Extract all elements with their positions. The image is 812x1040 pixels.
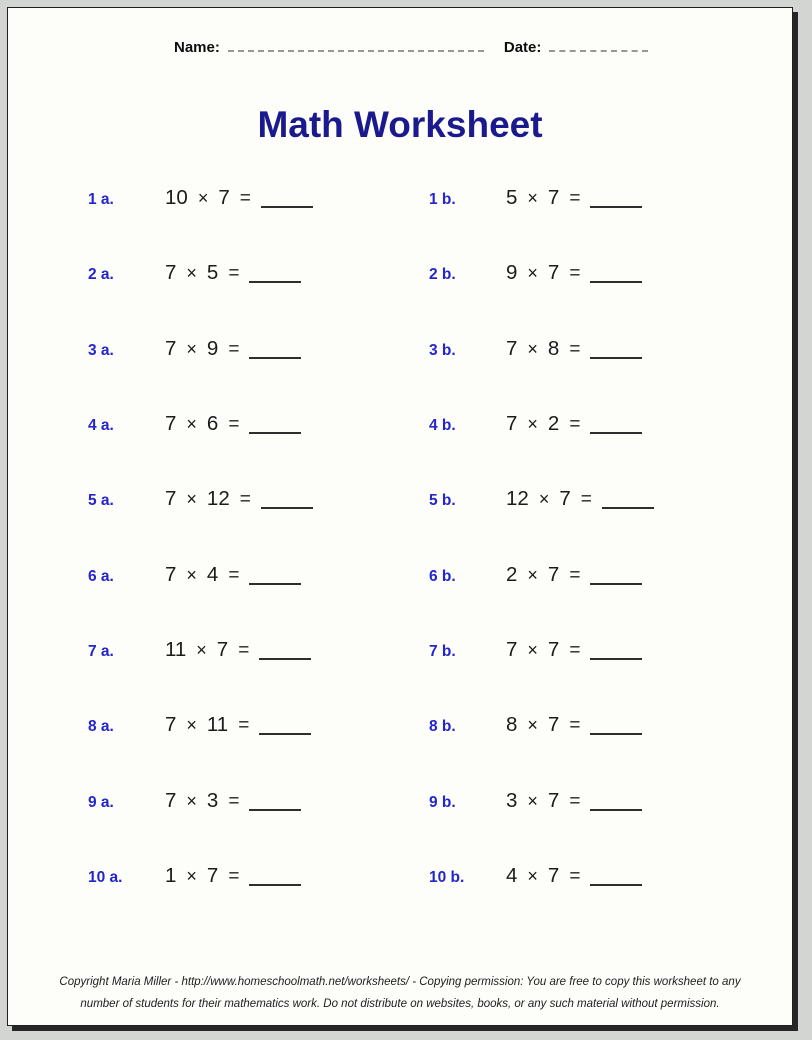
problem-item — [88, 261, 311, 285]
copyright-line-2: number of students for their mathematics work. Do not distribute on websites, books, or any such material without permission. — [80, 998, 720, 1010]
factor-1: 10 — [165, 186, 188, 209]
answer-blank[interactable] — [590, 809, 642, 811]
problem-label: 1 b. — [429, 191, 456, 208]
factor-2: 7 — [547, 261, 560, 285]
multiply-sign: × — [527, 640, 538, 661]
equals-sign: = — [239, 489, 251, 511]
factor-1: 5 — [506, 186, 518, 209]
problem-expression — [506, 713, 652, 737]
multiply-sign: × — [197, 188, 209, 208]
equals-sign: = — [569, 338, 581, 360]
problem-item — [429, 864, 652, 888]
problem-expression — [506, 261, 652, 285]
factor-1: 3 — [506, 788, 518, 812]
problem-row — [8, 563, 792, 638]
problem-row — [8, 638, 792, 713]
factor-2: 3 — [206, 788, 219, 812]
problem-row — [8, 487, 792, 562]
answer-blank[interactable] — [249, 432, 301, 434]
equals-sign: = — [580, 489, 592, 511]
problem-label: 7 a. — [88, 643, 114, 661]
problem-expression — [165, 638, 321, 662]
problem-label: 4 a. — [88, 417, 114, 435]
problem-expression — [506, 337, 652, 361]
multiply-sign: × — [527, 188, 538, 208]
problem-expression — [165, 487, 323, 511]
problem-label: 7 b. — [429, 643, 456, 661]
problem-label: 3 a. — [88, 341, 114, 359]
equals-sign: = — [228, 790, 240, 812]
problem-expression — [165, 261, 311, 285]
multiply-sign: × — [186, 866, 197, 887]
copyright-footer — [8, 971, 792, 1015]
problem-label: 8 b. — [429, 718, 456, 736]
factor-2: 7 — [547, 713, 560, 737]
equals-sign: = — [228, 866, 240, 888]
problem-item — [88, 789, 311, 813]
factor-1: 7 — [165, 788, 177, 812]
equals-sign: = — [569, 640, 581, 662]
problem-expression — [165, 563, 311, 587]
equals-sign: = — [569, 866, 581, 888]
factor-2: 7 — [547, 788, 560, 812]
problem-label: 8 a. — [88, 718, 114, 736]
answer-blank[interactable] — [590, 206, 642, 208]
problem-item — [88, 563, 311, 587]
problem-expression — [506, 186, 652, 210]
answer-blank[interactable] — [590, 733, 642, 735]
factor-1: 7 — [165, 487, 177, 511]
factor-1: 2 — [506, 562, 518, 586]
answer-blank[interactable] — [590, 281, 642, 283]
problem-label: 6 b. — [429, 567, 456, 585]
answer-blank[interactable] — [249, 809, 301, 811]
problem-item — [429, 713, 652, 737]
name-label: Name: — [174, 39, 220, 56]
factor-2: 12 — [206, 487, 230, 511]
problem-item — [429, 563, 652, 587]
problem-expression — [165, 789, 311, 813]
factor-1: 12 — [506, 487, 529, 511]
problem-item — [429, 487, 664, 511]
answer-blank[interactable] — [590, 884, 642, 886]
factor-2: 7 — [547, 562, 560, 586]
problem-expression — [506, 563, 652, 587]
problem-row — [8, 186, 792, 261]
factor-1: 7 — [506, 412, 518, 436]
multiply-sign: × — [527, 564, 538, 585]
factor-2: 7 — [206, 864, 219, 888]
answer-blank[interactable] — [249, 357, 301, 359]
factor-1: 7 — [165, 562, 177, 586]
answer-blank[interactable] — [249, 583, 301, 585]
problem-expression — [165, 412, 311, 436]
problem-label: 3 b. — [429, 341, 456, 359]
problem-item — [88, 638, 321, 662]
factor-2: 9 — [206, 336, 219, 360]
factor-2: 7 — [218, 186, 230, 209]
equals-sign: = — [569, 715, 581, 737]
factor-1: 7 — [165, 261, 177, 285]
problem-label: 2 a. — [88, 266, 114, 284]
equals-sign: = — [228, 564, 240, 586]
factor-1: 8 — [506, 713, 518, 737]
problem-item — [429, 261, 652, 285]
problem-row — [8, 261, 792, 336]
problem-label: 5 b. — [429, 492, 456, 510]
factor-2: 7 — [547, 864, 560, 888]
factor-2: 6 — [206, 412, 219, 436]
problem-item — [88, 487, 323, 511]
factor-2: 5 — [206, 261, 219, 285]
equals-sign: = — [239, 188, 251, 209]
problem-item — [88, 412, 311, 436]
problem-expression — [165, 337, 311, 361]
multiply-sign: × — [186, 715, 197, 736]
problem-expression — [165, 864, 311, 888]
problem-expression — [506, 487, 664, 511]
factor-2: 2 — [547, 412, 560, 436]
multiply-sign: × — [527, 414, 538, 435]
problem-item — [88, 337, 311, 361]
header-row — [174, 36, 732, 56]
date-label: Date: — [503, 39, 542, 56]
factor-2: 11 — [206, 713, 229, 737]
factor-2: 7 — [547, 638, 560, 662]
problem-label: 6 a. — [88, 567, 114, 585]
problem-item — [88, 864, 311, 888]
multiply-sign: × — [186, 263, 197, 284]
answer-blank[interactable] — [249, 281, 301, 283]
multiply-sign: × — [527, 715, 538, 736]
page-title: Math Worksheet — [257, 104, 543, 145]
answer-blank[interactable] — [261, 206, 313, 208]
multiply-sign: × — [527, 790, 538, 811]
problem-item — [429, 337, 652, 361]
factor-1: 4 — [506, 864, 518, 888]
answer-blank[interactable] — [249, 884, 301, 886]
answer-blank[interactable] — [259, 733, 311, 735]
answer-blank[interactable] — [259, 658, 311, 660]
problem-label: 1 a. — [88, 191, 114, 208]
problem-row — [8, 789, 792, 864]
equals-sign: = — [238, 640, 250, 662]
multiply-sign: × — [186, 489, 197, 510]
multiply-sign: × — [186, 414, 197, 435]
factor-2: 7 — [559, 487, 571, 511]
problem-item — [429, 638, 652, 662]
factor-1: 7 — [506, 336, 518, 360]
problem-expression — [506, 638, 652, 662]
problem-item — [88, 186, 323, 210]
multiply-sign: × — [527, 338, 538, 359]
problem-row — [8, 412, 792, 487]
problem-label: 2 b. — [429, 266, 456, 284]
name-fill-line[interactable] — [228, 36, 484, 52]
answer-blank[interactable] — [261, 507, 313, 509]
problem-label: 4 b. — [429, 417, 456, 435]
factor-1: 9 — [506, 261, 518, 285]
equals-sign: = — [569, 414, 581, 436]
factor-2: 8 — [547, 336, 560, 360]
answer-blank[interactable] — [590, 432, 642, 434]
multiply-sign: × — [186, 790, 197, 811]
equals-sign: = — [569, 188, 581, 209]
multiply-sign: × — [527, 263, 538, 284]
problem-expression — [506, 789, 652, 813]
problem-row — [8, 864, 792, 939]
problem-label: 9 b. — [429, 793, 456, 811]
answer-blank[interactable] — [590, 583, 642, 585]
problem-row — [8, 337, 792, 412]
problem-item — [429, 186, 652, 210]
problem-label: 5 a. — [88, 492, 114, 510]
equals-sign: = — [228, 338, 240, 360]
problem-label: 10 a. — [88, 869, 123, 887]
multiply-sign: × — [196, 640, 207, 661]
problem-item — [429, 412, 652, 436]
problem-label: 9 a. — [88, 793, 114, 811]
problem-item — [429, 789, 652, 813]
factor-1: 11 — [165, 638, 187, 662]
factor-1: 7 — [165, 412, 177, 436]
copyright-line-1: Copyright Maria Miller - http://www.homeschoolmath.net/worksheets/ - Copying permission: You are free to copy this worksheet to any — [59, 976, 741, 988]
multiply-sign: × — [186, 564, 197, 585]
answer-blank[interactable] — [590, 658, 642, 660]
answer-blank[interactable] — [602, 507, 654, 509]
equals-sign: = — [569, 263, 581, 285]
factor-1: 7 — [165, 336, 177, 360]
problem-label: 10 b. — [429, 869, 465, 887]
multiply-sign: × — [527, 866, 538, 887]
equals-sign: = — [238, 715, 250, 737]
factor-1: 1 — [165, 864, 177, 888]
equals-sign: = — [569, 564, 581, 586]
factor-1: 7 — [506, 638, 518, 662]
worksheet-page — [7, 7, 793, 1026]
equals-sign: = — [228, 414, 240, 436]
problem-row — [8, 713, 792, 788]
factor-2: 7 — [547, 186, 560, 209]
problem-expression — [165, 186, 323, 210]
equals-sign: = — [569, 790, 581, 812]
answer-blank[interactable] — [590, 357, 642, 359]
factor-1: 7 — [165, 713, 177, 737]
multiply-sign: × — [538, 489, 550, 510]
problem-expression — [165, 713, 321, 737]
date-fill-line[interactable] — [549, 36, 648, 52]
problems-grid — [8, 186, 792, 939]
equals-sign: = — [228, 263, 240, 285]
factor-2: 4 — [206, 562, 219, 586]
factor-2: 7 — [216, 638, 229, 662]
multiply-sign: × — [186, 338, 197, 359]
problem-item — [88, 713, 321, 737]
problem-expression — [506, 864, 652, 888]
problem-expression — [506, 412, 652, 436]
